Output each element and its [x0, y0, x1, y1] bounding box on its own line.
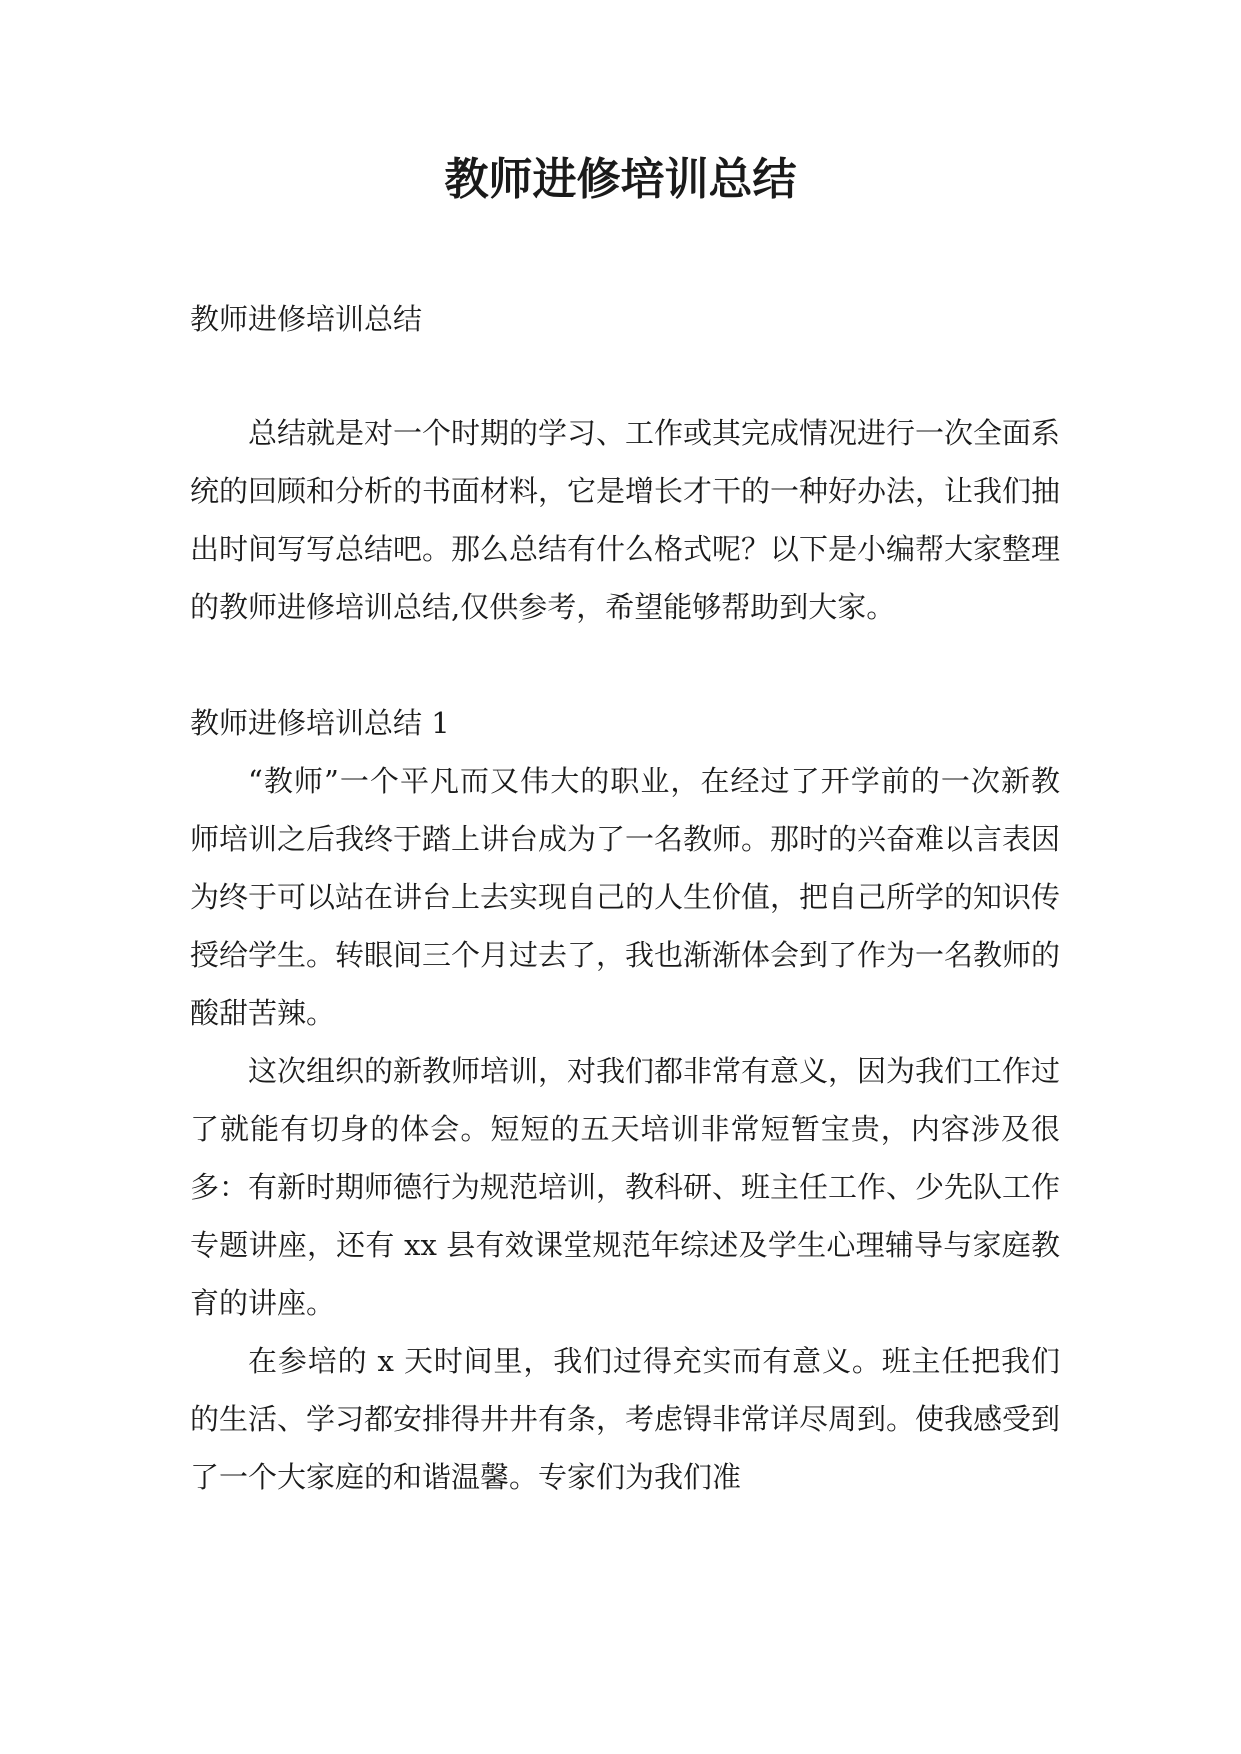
document-body — [190, 290, 1060, 1506]
body-paragraph: 这次组织的新教师培训，对我们都非常有意义，因为我们工作过了就能有切身的体会。短短的五天培训非常短暂宝贵，内容涉及很多：有新时期师德行为规范培训，教科研、班主任工作、少先队工作专题讲座，还有 xx 县有效课堂规范年综述及学生心理辅导与家庭教育的讲座。 — [190, 1054, 1061, 1320]
document-subtitle: 教师进修培训总结 — [190, 302, 423, 336]
body-paragraph: 在参培的 x 天时间里，我们过得充实而有意义。班主任把我们的生活、学习都安排得井井有条，考虑锝非常详尽周到。使我感受到了一个大家庭的和谐温馨。专家们为我们准 — [190, 1344, 1061, 1494]
intro-paragraph: 总结就是对一个时期的学习、工作或其完成情况进行一次全面系统的回顾和分析的书面材料，它是增长才干的一种好办法，让我们抽出时间写写总结吧。那么总结有什么格式呢？以下是小编帮大家整理的教师进修培训总结,仅供参考，希望能够帮助到大家。 — [190, 416, 1061, 624]
spacer — [190, 636, 1060, 694]
document-title: 教师进修培训总结 — [444, 154, 797, 205]
body-paragraph: “教师”一个平凡而又伟大的职业，在经过了开学前的一次新教师培训之后我终于踏上讲台成为了一名教师。那时的兴奋难以言表因为终于可以站在讲台上去实现自己的人生价值，把自己所学的知识传授给学生。转眼间三个月过去了，我也渐渐体会到了作为一名教师的酸甜苦辣。 — [190, 764, 1061, 1030]
spacer — [190, 348, 1060, 404]
section-heading: 教师进修培训总结 1 — [190, 706, 450, 740]
